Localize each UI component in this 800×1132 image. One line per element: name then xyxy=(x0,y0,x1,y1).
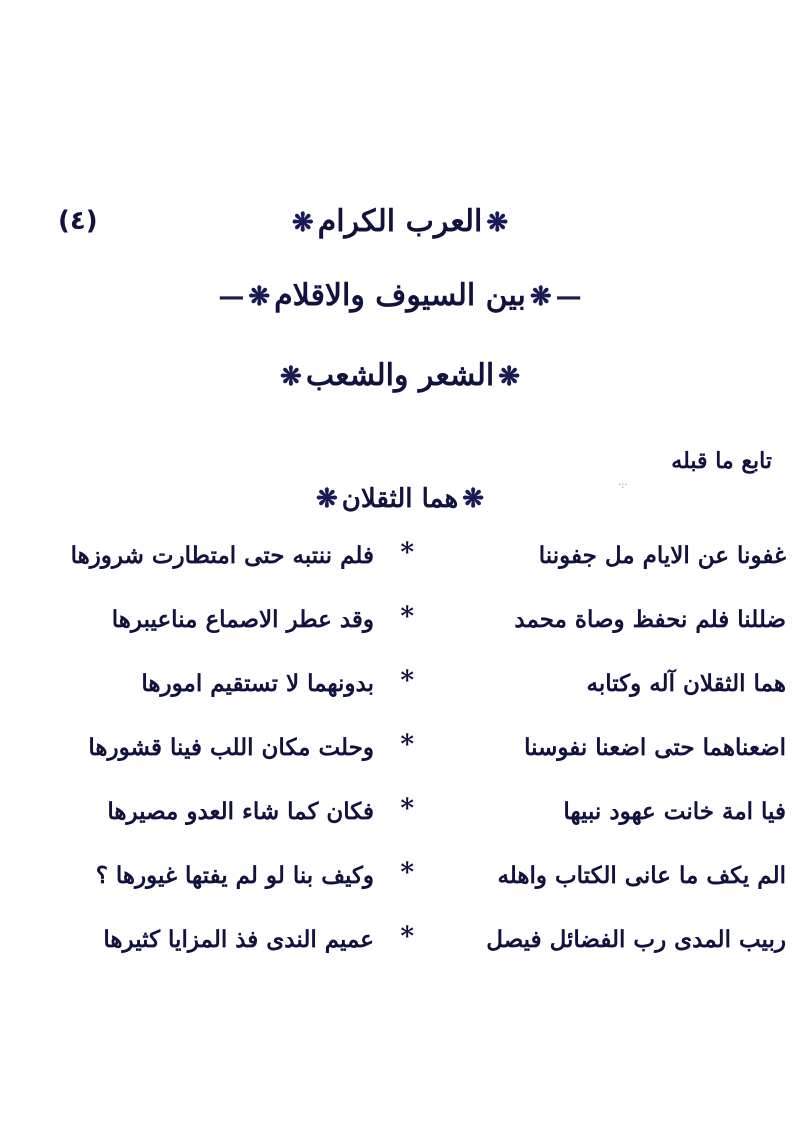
dash-ornament: — xyxy=(218,282,245,312)
verse-first-hemistich: فيا امة خانت عهود نبيها xyxy=(563,798,786,825)
star-separator: * xyxy=(400,538,414,568)
verse-second-hemistich: عميم الندى فذ المزايا كثيرها xyxy=(103,926,374,953)
ornament-icon: ❋ xyxy=(498,362,520,392)
section-heading-text: الشعر والشعب xyxy=(305,358,495,393)
subheading-text: بين السيوف والاقلام xyxy=(274,278,526,313)
star-separator: * xyxy=(400,730,414,760)
verse-second-hemistich: فلم ننتبه حتى امتطارت شروزها xyxy=(70,542,374,569)
dash-ornament: — xyxy=(555,282,582,312)
verse-second-hemistich: وكيف بنا لو لم يفتها غيورها ؟ xyxy=(95,862,374,889)
verse-line xyxy=(16,654,786,718)
ornament-icon: ❋ xyxy=(462,484,485,514)
main-heading-text: العرب الكرام xyxy=(317,204,483,239)
section-heading xyxy=(0,358,800,393)
star-separator: * xyxy=(400,858,414,888)
verse-second-hemistich: فكان كما شاء العدو مصيرها xyxy=(107,798,374,825)
verse-second-hemistich: وقد عطر الاصماع مناعيبرها xyxy=(111,606,374,633)
verse-line xyxy=(16,910,786,974)
main-heading xyxy=(0,204,800,239)
page-number: (٤) xyxy=(58,206,98,236)
star-separator: * xyxy=(400,794,414,824)
ornament-icon: ❋ xyxy=(315,484,338,514)
star-separator: * xyxy=(400,922,414,952)
ornament-icon: ❋ xyxy=(291,208,314,238)
verse-second-hemistich: وحلت مكان اللب فينا قشورها xyxy=(88,734,374,761)
continuation-note: تابع ما قبله xyxy=(671,448,772,474)
verse-second-hemistich: بدونهما لا تستقيم امورها xyxy=(141,670,374,697)
ornament-icon: ❋ xyxy=(280,362,302,392)
poem-title xyxy=(0,484,800,514)
verse-first-hemistich: هما الثقلان آله وكتابه xyxy=(586,670,786,697)
verse-first-hemistich: ربيب المدى رب الفضائل فيصل xyxy=(486,926,786,953)
poem-verses xyxy=(16,526,786,974)
ornament-icon: ❋ xyxy=(486,208,509,238)
subheading xyxy=(0,278,800,313)
poem-title-text: هما الثقلان xyxy=(341,484,459,514)
verse-line xyxy=(16,846,786,910)
ink-speck: ·:· xyxy=(618,480,628,491)
verse-line xyxy=(16,782,786,846)
star-separator: * xyxy=(400,602,414,632)
verse-first-hemistich: الم يكف ما عانى الكتاب واهله xyxy=(497,862,786,889)
verse-first-hemistich: ضللنا فلم نحفظ وصاة محمد xyxy=(514,606,786,633)
verse-line xyxy=(16,526,786,590)
verse-first-hemistich: غفونا عن الايام مل جفوننا xyxy=(538,542,786,569)
verse-first-hemistich: اضعناهما حتى اضعنا نفوسنا xyxy=(524,734,786,761)
verse-line xyxy=(16,718,786,782)
ornament-icon: ❋ xyxy=(248,282,271,312)
verse-line xyxy=(16,590,786,654)
star-separator: * xyxy=(400,666,414,696)
ornament-icon: ❋ xyxy=(529,282,552,312)
